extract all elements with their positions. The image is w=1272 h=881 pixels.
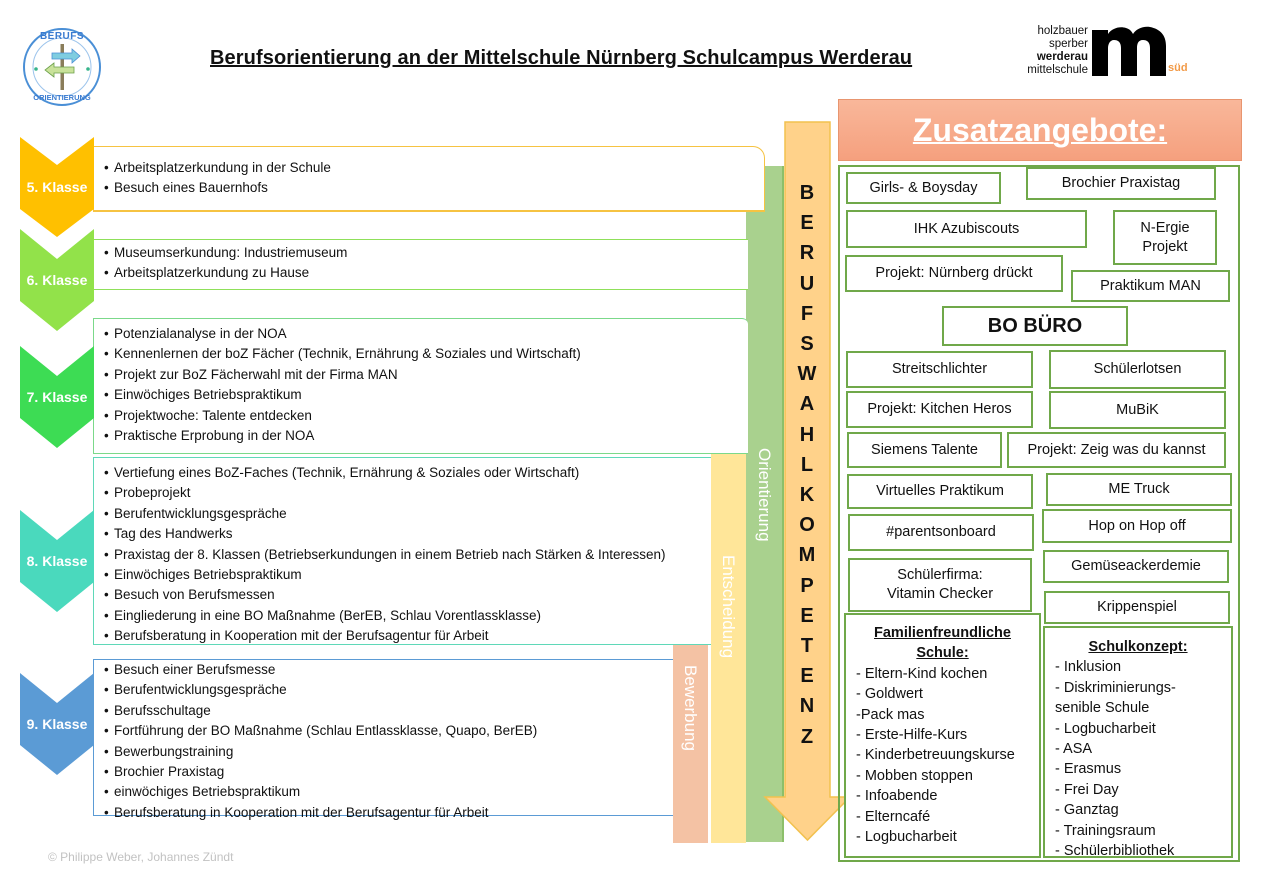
offer-label: Projekt: Nürnberg drückt (875, 265, 1033, 281)
offer-n-ergie-projekt (1113, 210, 1217, 265)
familienfreundlich-title: Schule: (916, 645, 969, 662)
berufswahlkompetenz-letter: O (799, 514, 815, 537)
berufswahlkompetenz-letter: H (799, 423, 815, 446)
grade-item (94, 365, 748, 385)
offer-label: Gemüseackerdemie (1071, 558, 1201, 574)
grade-item (94, 803, 673, 823)
offer-praktikum-man (1071, 270, 1230, 302)
grade-label: 6. Klasse (26, 272, 88, 288)
grade-label: 7. Klasse (26, 389, 88, 405)
logo-bottom-text: ORIENTIERUNG (33, 93, 91, 102)
grade-item-text: Praxistag der 8. Klassen (Betriebserkundungen in einem Betrieb nach Stärken & Interessen) (114, 546, 666, 562)
phase-bar-entscheidung (711, 389, 746, 843)
grade-item-text: Arbeitsplatzerkundung zu Hause (114, 265, 310, 281)
familienfreundlich-item: - Logbucharbeit (856, 829, 957, 846)
page-title: Berufsorientierung an der Mittelschule Nürnberg Schulcampus Werderau (210, 47, 913, 69)
schulkonzept-item: - ASA (1055, 741, 1093, 758)
berufswahlkompetenz-letter: W (797, 363, 817, 386)
familienfreundlich-item: -Pack mas (856, 706, 925, 723)
grade-item-text: Projekt zur BoZ Fächerwahl mit der Firma MAN (114, 366, 398, 382)
grade-chevron-5 (20, 137, 94, 237)
offer-bo-buero (942, 306, 1128, 346)
offer-label: IHK Azubiscouts (913, 220, 1020, 237)
grade-item (94, 701, 673, 721)
grade-item-text: Fortführung der BO Maßnahme (Schlau Entlassklasse, Quapo, BerEB) (114, 723, 538, 739)
offer-mubik (1049, 391, 1226, 429)
familienfreundlich-item: - Infoabende (856, 788, 938, 805)
berufswahlkompetenz-letter: P (800, 574, 814, 597)
grade-label: 9. Klasse (26, 716, 88, 732)
grade-box-9 (93, 659, 673, 820)
offer-label: Projekt: Kitchen Heros (867, 401, 1012, 417)
offer-girls-boysday (846, 172, 1001, 204)
familienfreundlich-title: Familienfreundliche (874, 625, 1011, 641)
grade-chevron-8 (20, 510, 94, 612)
offer-krippenspiel (1044, 591, 1230, 624)
school-logo-suffix: süd (1168, 62, 1188, 74)
berufswahlkompetenz-letter: Z (800, 725, 814, 748)
offer-label-line: Projekt (1142, 238, 1188, 255)
berufswahlkompetenz-letter: S (800, 333, 814, 356)
grade-item-text: Kennenlernen der boZ Fächer (Technik, Ernährung & Soziales und Wirtschaft) (114, 346, 581, 362)
grade-box-5 (93, 146, 765, 212)
grade-chevron-7 (20, 346, 94, 448)
grade-item (94, 721, 673, 741)
phase-label-bewerbung: Bewerbung (681, 665, 700, 752)
offer-label: Krippenspiel (1097, 599, 1177, 615)
grade-item-text: einwöchiges Betriebspraktikum (114, 784, 301, 800)
berufswahlkompetenz-letter: L (800, 453, 814, 476)
grade-item (94, 178, 764, 198)
offer-label: MuBiK (1116, 401, 1159, 418)
berufswahlkompetenz-letter: E (800, 212, 814, 235)
schulkonzept-item: - Trainingsraum (1055, 822, 1156, 839)
grade-item-text: Besuch einer Berufsmesse (114, 662, 276, 677)
offer-schuelerlotsen (1049, 350, 1226, 389)
grade-item (94, 565, 711, 585)
berufswahlkompetenz-letter: R (799, 242, 815, 265)
familienfreundlich-item: - Elterncafé (856, 808, 931, 825)
grade-item (94, 426, 748, 446)
grade-item-text: Arbeitsplatzerkundung in der Schule (114, 160, 331, 175)
offer-kitchen-heros (846, 391, 1033, 428)
schulkonzept-item: - Inklusion (1055, 659, 1122, 676)
school-logo-line: werderau (1036, 51, 1088, 63)
offer-gemueseackerdemie (1043, 550, 1229, 583)
berufswahlkompetenz-letter: A (799, 393, 815, 416)
grade-item (94, 344, 748, 364)
familienfreundlich-item: - Kinderbetreuungskurse (856, 747, 1015, 764)
grade-item (94, 406, 748, 426)
schulkonzept-item: - Schülerbibliothek (1055, 843, 1175, 860)
schulkonzept-box (1043, 626, 1233, 858)
grade-box-8 (93, 457, 711, 645)
berufswahlkompetenz-letter: B (799, 182, 815, 204)
schulkonzept-item: - Frei Day (1055, 781, 1119, 798)
offer-siemens-talente (847, 432, 1002, 468)
berufswahlkompetenz-letter: N (799, 695, 815, 718)
grade-item (94, 524, 711, 544)
phase-label-entscheidung: Entscheidung (719, 555, 738, 659)
grade-item-text: Bewerbungstraining (114, 743, 234, 759)
offer-label: Siemens Talente (871, 441, 978, 458)
offer-streitschlichter (846, 351, 1033, 388)
offer-me-truck (1046, 473, 1232, 506)
offer-label: #parentsonboard (886, 524, 996, 540)
grade-item-text: Berufentwicklungsgespräche (114, 505, 287, 521)
grade-item (94, 660, 673, 680)
offer-label: Hop on Hop off (1088, 517, 1186, 534)
copyright: © Philippe Weber, Johannes Zündt (48, 850, 234, 864)
offer-label: BO BÜRO (987, 314, 1083, 337)
offer-hop-on-hop-off (1042, 509, 1232, 543)
grade-item-text: Berufsberatung in Kooperation mit der Berufsagentur für Arbeit (114, 628, 489, 644)
offer-nuernberg-drueckt (845, 255, 1063, 292)
offer-label: ME Truck (1108, 481, 1170, 497)
grade-item-text: Vertiefung eines BoZ-Faches (Technik, Ernährung & Soziales oder Wirtschaft) (114, 465, 580, 480)
school-logo-line: sperber (1049, 38, 1088, 50)
berufswahlkompetenz-letter: F (800, 302, 814, 325)
grade-item-text: Berufsberatung in Kooperation mit der Berufsagentur für Arbeit (114, 804, 489, 820)
offer-parentsonboard (848, 514, 1034, 551)
schulkonzept-item: - Logbucharbeit (1055, 720, 1156, 737)
offer-zeig-was-du-kannst (1007, 432, 1226, 468)
berufswahlkompetenz-letter: M (798, 544, 816, 567)
grade-item-text: Museumserkundung: Industriemuseum (114, 245, 348, 260)
berufswahlkompetenz-letter: T (800, 635, 814, 658)
berufswahlkompetenz-letter: K (799, 484, 815, 507)
grade-item (94, 158, 764, 178)
berufswahlkompetenz-letter: E (800, 604, 814, 627)
school-logo-line: mittelschule (1027, 64, 1088, 76)
grade-box-6 (93, 239, 748, 290)
schulkonzept-title: Schulkonzept: (1088, 639, 1188, 655)
grade-item (94, 385, 748, 405)
zusatzangebote-title: Zusatzangebote: (912, 111, 1168, 148)
offer-ihk-azubiscouts (846, 210, 1087, 248)
grade-item (94, 504, 711, 524)
grade-item-text: Brochier Praxistag (114, 764, 225, 780)
familienfreundlich-item: - Eltern-Kind kochen (856, 665, 988, 682)
offer-label: Virtuelles Praktikum (876, 483, 1004, 499)
grade-item-text: Besuch von Berufsmessen (114, 587, 275, 603)
grade-item-text: Projektwoche: Talente entdecken (114, 407, 312, 423)
grade-item-text: Berufsschultage (114, 702, 211, 718)
offer-brochier-praxistag (1026, 167, 1216, 200)
grade-item-text: Potenzialanalyse in der NOA (114, 326, 287, 341)
grade-label: 5. Klasse (26, 179, 88, 195)
grade-box-7 (93, 318, 748, 454)
grade-item (94, 585, 711, 605)
schulkonzept-item: - Diskriminierungs- (1055, 679, 1176, 696)
grade-item-text: Besuch eines Bauernhofs (114, 180, 268, 196)
grade-item-text: Probeprojekt (114, 485, 191, 501)
grade-item (94, 483, 711, 503)
grade-item (94, 626, 711, 646)
grade-item (94, 263, 748, 283)
school-logo (1010, 22, 1200, 82)
grade-item (94, 243, 748, 263)
offer-label-line: N-Ergie (1140, 219, 1190, 236)
berufsorientierung-logo (22, 27, 102, 107)
familienfreundlich-item: - Goldwert (856, 686, 923, 703)
offer-label: Praktikum MAN (1100, 277, 1201, 294)
grade-chevron-6 (20, 229, 94, 331)
schulkonzept-item: - Erasmus (1055, 761, 1122, 778)
grade-chevron-9 (20, 673, 94, 775)
school-logo-line: holzbauer (1037, 25, 1088, 37)
berufswahlkompetenz-letters (784, 178, 830, 752)
grade-item (94, 782, 673, 802)
phase-label-orientierung: Orientierung (755, 448, 774, 542)
offer-label-line: Schülerfirma: (897, 567, 983, 583)
grade-label: 8. Klasse (26, 553, 88, 569)
familienfreundlich-item: - Erste-Hilfe-Kurs (856, 727, 968, 744)
grade-item-text: Einwöchiges Betriebspraktikum (114, 387, 302, 403)
offer-label-line: Vitamin Checker (886, 586, 994, 602)
offer-label: Projekt: Zeig was du kannst (1027, 441, 1206, 458)
schulkonzept-item: senible Schule (1055, 700, 1150, 717)
grade-item (94, 742, 673, 762)
berufswahlkompetenz-letter: U (799, 272, 815, 295)
offer-label: Schülerlotsen (1093, 361, 1182, 377)
offer-label: Brochier Praxistag (1061, 175, 1181, 191)
offer-schuelerfirma-vitamin-checker (848, 558, 1032, 612)
logo-top-text: BERUFS (39, 31, 85, 42)
zusatzangebote-header (838, 99, 1242, 161)
grade-item (94, 324, 748, 344)
grade-item (94, 545, 711, 565)
berufswahlkompetenz-letter: E (800, 665, 814, 688)
grade-item-text: Eingliederung in eine BO Maßnahme (BerEB, Schlau Vorentlassklasse) (114, 607, 541, 623)
offer-label: Girls- & Boysday (869, 179, 978, 196)
grade-item-text: Praktische Erprobung in der NOA (114, 428, 315, 444)
grade-item (94, 606, 711, 626)
offer-virtuelles-praktikum (847, 474, 1033, 509)
familienfreundlich-item: - Mobben stoppen (856, 767, 973, 784)
grade-item (94, 463, 711, 483)
familienfreundliche-schule-box (844, 613, 1041, 858)
grade-item-text: Tag des Handwerks (114, 526, 233, 542)
grade-item (94, 680, 673, 700)
grade-item (94, 762, 673, 782)
schulkonzept-item: - Ganztag (1055, 802, 1119, 819)
offer-label: Streitschlichter (891, 361, 988, 377)
grade-item-text: Berufentwicklungsgespräche (114, 682, 287, 698)
grade-item-text: Einwöchiges Betriebspraktikum (114, 567, 302, 583)
